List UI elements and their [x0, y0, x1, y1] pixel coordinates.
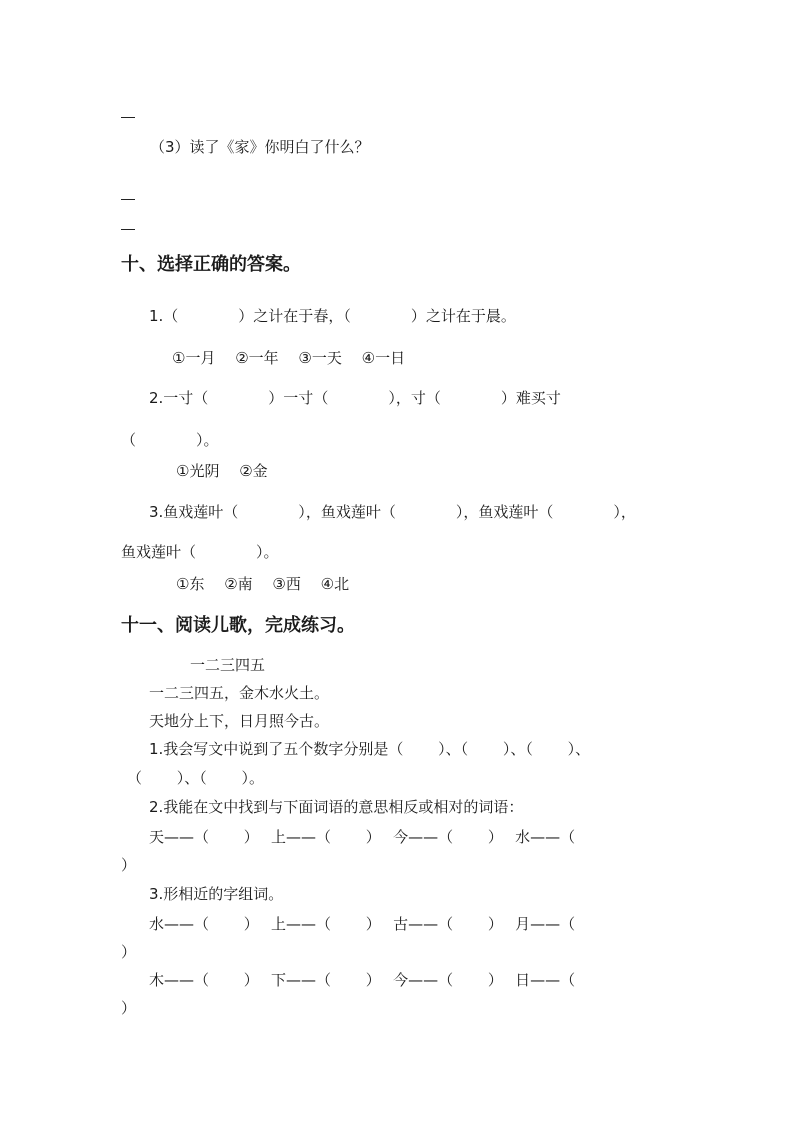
- section-10-q3-line2: 鱼戏莲叶（ ）。: [121, 543, 279, 561]
- section-10-q3-options: ①东 ②南 ③西 ④北: [176, 575, 350, 593]
- section-11-q3-row2-cont: ）: [121, 999, 137, 1017]
- answer-rule: [121, 117, 135, 118]
- poem-line-2: 天地分上下，日月照今古。: [149, 712, 330, 730]
- section-11-q1-line2: （ ）、（ ）。: [127, 769, 265, 787]
- section-11-q3-prompt: 3.形相近的字组词。: [149, 885, 284, 903]
- answer-rule: [121, 229, 135, 230]
- section-10-q1: 1.（ ）之计在于春，（ ）之计在于晨。: [149, 307, 516, 325]
- question-item-3: （3）读了《家》你明白了什么？: [150, 138, 370, 156]
- section-10-q2-options: ①光阴 ②金: [176, 462, 268, 480]
- section-10-q2-line2: （ ）。: [121, 431, 219, 449]
- section-10-q1-options: ①一月 ②一年 ③一天 ④一日: [172, 349, 406, 367]
- section-11-q3-row1: 水——（ ） 上——（ ） 古——（ ） 月——（: [149, 915, 576, 933]
- section-10-q2-line1: 2.一寸（ ）一寸（ ），寸（ ）难买寸: [149, 389, 561, 407]
- section-11-q3-row1-cont: ）: [121, 943, 137, 961]
- section-11-q3-row2: 木——（ ） 下——（ ） 今——（ ） 日——（: [149, 971, 576, 989]
- poem-line-1: 一二三四五，金木水火土。: [149, 684, 330, 702]
- section-11-q2-row: 天——（ ） 上——（ ） 今——（ ） 水——（: [149, 828, 576, 846]
- answer-rule: [121, 199, 135, 200]
- section-11-title: 十一、阅读儿歌，完成练习。: [121, 615, 355, 636]
- section-10-title: 十、选择正确的答案。: [121, 254, 301, 275]
- section-11-q2-prompt: 2.我能在文中找到与下面词语的意思相反或相对的词语：: [149, 798, 524, 816]
- poem-title: 一二三四五: [190, 656, 266, 674]
- section-11-q1-line1: 1.我会写文中说到了五个数字分别是（ ）、（ ）、（ ）、: [149, 740, 591, 758]
- section-10-q3-line1: 3.鱼戏莲叶（ ），鱼戏莲叶（ ），鱼戏莲叶（ ），: [149, 503, 636, 521]
- section-11-q2-row-cont: ）: [121, 856, 137, 874]
